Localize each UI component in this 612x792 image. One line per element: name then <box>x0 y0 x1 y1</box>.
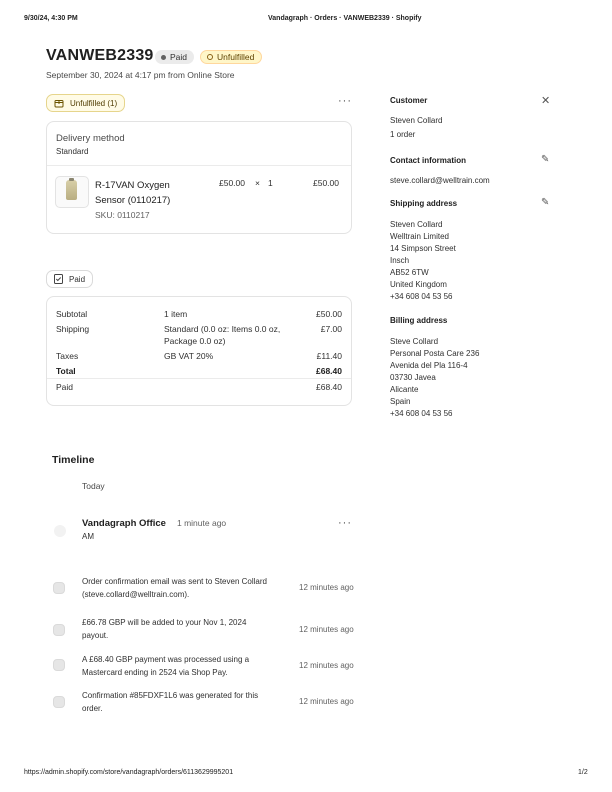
shipping-line: Insch <box>390 256 410 265</box>
total-label: Total <box>56 366 76 376</box>
comment-text: AM <box>82 532 94 541</box>
timeline-event-line2: order. <box>82 704 103 713</box>
fulfillment-status-badge <box>200 50 262 64</box>
paid-amount: £68.40 <box>316 382 342 392</box>
payment-status-badge <box>155 50 194 64</box>
edit-contact-pencil-icon[interactable]: ✎ <box>541 154 550 165</box>
shipping-detail-line2: Package 0.0 oz) <box>164 336 226 346</box>
shipping-line: Steven Collard <box>390 220 443 229</box>
author-avatar <box>54 525 66 537</box>
subtotal-amount: £50.00 <box>316 309 342 319</box>
billing-line: Steve Collard <box>390 337 439 346</box>
package-icon <box>54 98 64 108</box>
contact-heading: Contact information <box>390 156 466 165</box>
shipping-amount: £7.00 <box>320 324 342 334</box>
product-name-line1: R-17VAN Oxygen <box>95 180 170 191</box>
order-subtitle: September 30, 2024 at 4:17 pm from Online Store <box>46 70 235 80</box>
item-total: £50.00 <box>313 178 339 188</box>
shipping-line: +34 608 04 53 56 <box>390 292 453 301</box>
timeline-event-time: 12 minutes ago <box>299 697 354 706</box>
shipping-line: AB52 6TW <box>390 268 429 277</box>
timeline-event-line2: Mastercard ending in 2524 via Shop Pay. <box>82 668 228 677</box>
print-date: 9/30/24, 4:30 PM <box>24 15 78 22</box>
print-page-number: 1/2 <box>578 769 588 776</box>
times-sign: × <box>255 178 260 188</box>
timeline-event-icon <box>53 582 65 594</box>
timeline-event-line1: Order confirmation email was sent to Steven Collard <box>82 577 267 586</box>
item-quantity: 1 <box>268 178 273 188</box>
paid-dot-icon <box>161 55 166 60</box>
taxes-label: Taxes <box>56 351 79 361</box>
more-actions-icon[interactable]: ··· <box>338 95 352 107</box>
unit-price: £50.00 <box>219 178 245 188</box>
product-thumbnail[interactable] <box>55 176 89 208</box>
card-divider <box>47 165 351 166</box>
unfulfilled-status-pill <box>46 94 125 112</box>
paid-status-pill <box>46 270 93 288</box>
timeline-event-icon <box>53 624 65 636</box>
shipping-address-heading: Shipping address <box>390 199 458 208</box>
sensor-image <box>66 180 77 200</box>
timeline-event-line1: £66.78 GBP will be added to your Nov 1, 2024 <box>82 618 247 627</box>
timeline-event-text <box>82 575 267 601</box>
delivery-method-value: Standard <box>56 147 89 156</box>
comment-author: Vandagraph Office <box>82 518 166 529</box>
billing-line: Spain <box>390 397 411 406</box>
shipping-line: Welltrain Limited <box>390 232 449 241</box>
shipping-address <box>390 219 456 303</box>
timeline-event-line2: payout. <box>82 631 109 640</box>
taxes-amount: £11.40 <box>316 351 342 361</box>
timeline-event-icon <box>53 659 65 671</box>
customer-order-count[interactable]: 1 order <box>390 130 416 139</box>
taxes-detail[interactable]: GB VAT 20% <box>164 351 214 361</box>
total-amount: £68.40 <box>316 366 342 376</box>
customer-name[interactable]: Steven Collard <box>390 116 443 125</box>
edit-shipping-pencil-icon[interactable]: ✎ <box>541 197 550 208</box>
timeline-event-text <box>82 653 249 679</box>
paid-label: Paid <box>56 382 74 392</box>
paid-status-label: Paid <box>69 274 86 284</box>
payment-summary-card <box>46 296 352 406</box>
customer-heading: Customer <box>390 96 428 105</box>
shipping-line: United Kingdom <box>390 280 447 289</box>
billing-line: Avenida del Pla 116-4 <box>390 361 468 370</box>
timeline-event-time: 12 minutes ago <box>299 583 354 592</box>
product-name-line2: Sensor (0110217) <box>95 195 171 206</box>
billing-line: Personal Posta Care 236 <box>390 349 480 358</box>
product-name[interactable] <box>95 178 170 208</box>
fulfillment-card <box>46 121 352 234</box>
timeline-heading: Timeline <box>52 454 95 466</box>
comment-time: 1 minute ago <box>177 518 227 528</box>
timeline-event-icon <box>53 696 65 708</box>
timeline-event-text <box>82 689 258 715</box>
fulfillment-status-label: Unfulfilled <box>217 52 255 62</box>
payment-divider <box>47 378 351 379</box>
timeline-event-text <box>82 616 246 642</box>
order-number: VANWEB2339 <box>46 47 154 64</box>
timeline-event-line1: Confirmation #85FDXF1L6 was generated for this <box>82 691 259 700</box>
payment-status-label: Paid <box>170 52 188 62</box>
customer-email[interactable]: steve.collard@welltrain.com <box>390 176 490 185</box>
print-url: https://admin.shopify.com/store/vandagraph/orders/6113629995201 <box>24 769 234 776</box>
shipping-label: Shipping <box>56 324 90 334</box>
shipping-line: 14 Simpson Street <box>390 244 456 253</box>
timeline-event-line1: A £68.40 GBP payment was processed using a <box>82 655 250 664</box>
shipping-detail-line1: Standard (0.0 oz: Items 0.0 oz, <box>164 324 281 334</box>
print-page-title: Vandagraph · Orders · VANWEB2339 · Shopify <box>268 15 422 22</box>
timeline-event-time: 12 minutes ago <box>299 661 354 670</box>
receipt-icon <box>54 274 63 284</box>
billing-line: Alicante <box>390 385 419 394</box>
billing-line: 03730 Javea <box>390 373 436 382</box>
timeline-day-label: Today <box>82 481 105 491</box>
delivery-method-label: Delivery method <box>56 133 125 144</box>
unfulfilled-status-label: Unfulfilled (1) <box>70 98 118 108</box>
timeline-event-time: 12 minutes ago <box>299 625 354 634</box>
billing-line: +34 608 04 53 56 <box>390 409 453 418</box>
timeline-event-line2: (steve.collard@welltrain.com). <box>82 590 190 599</box>
subtotal-label: Subtotal <box>56 309 88 319</box>
close-icon[interactable]: ✕ <box>541 95 551 107</box>
subtotal-detail: 1 item <box>164 309 188 319</box>
product-sku: SKU: 0110217 <box>95 210 150 220</box>
billing-address <box>390 336 479 420</box>
unfulfilled-ring-icon <box>207 54 213 60</box>
billing-address-heading: Billing address <box>390 316 448 325</box>
comment-more-icon[interactable]: ··· <box>338 517 352 529</box>
